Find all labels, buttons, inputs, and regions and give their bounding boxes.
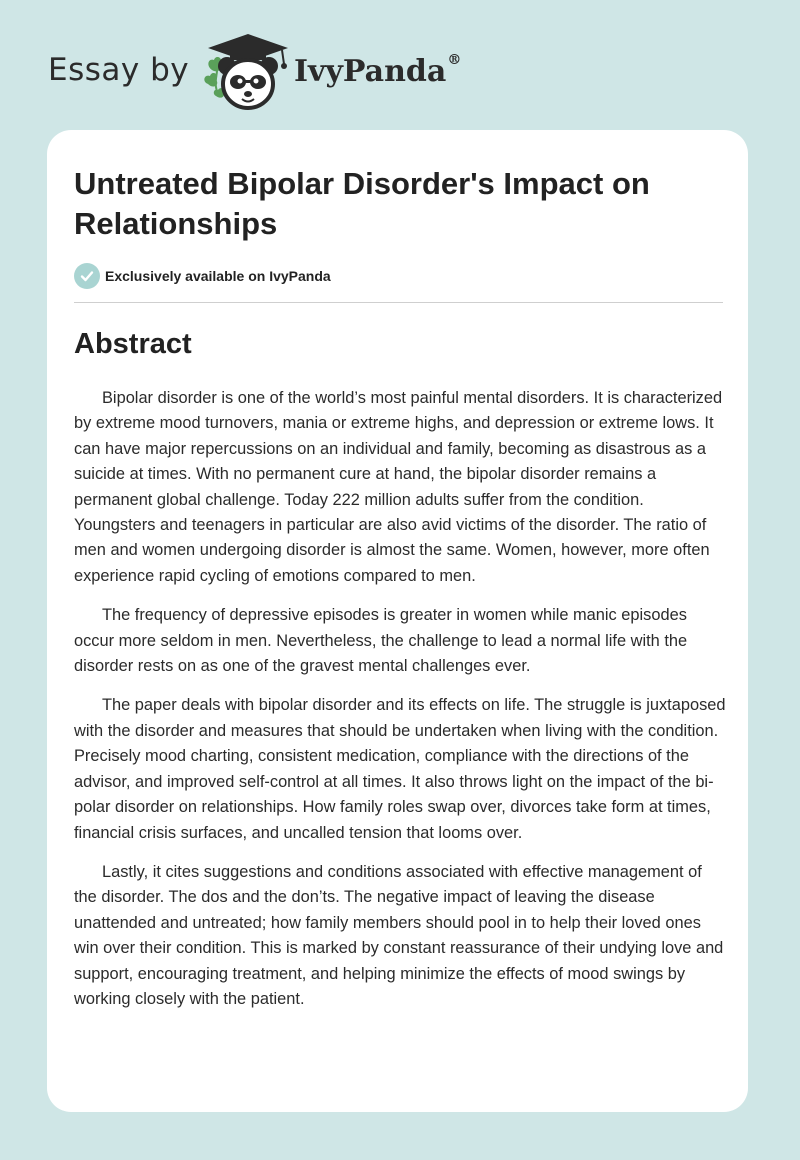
paragraph: The frequency of depressive episodes is greater in women while manic episodes occur more seldom in men. Nevertheless, the challenge to lead a normal life with the disorder rests on as one of the gravest mental challenges ever.: [74, 606, 688, 676]
site-header: [48, 30, 568, 110]
paragraph: The paper deals with bipolar disorder and its effects on life. The struggle is juxtaposed with the disorder and measures that should be undertaken when living with the condition. Precisely mood charting, consistent medication, compliance with the directions of the advisor, and improved self-control at all times. It also throws light on the impact of the bi-polar disorder on relationships. How family roles swap over, divorces take form at times, financial crisis surfaces, and uncalled tension that looms over.: [74, 696, 726, 842]
panda-logo-icon[interactable]: [202, 32, 294, 112]
abstract-body: [74, 386, 726, 1026]
brand-name-text: IvyPanda: [294, 54, 447, 89]
registered-mark: ®: [447, 52, 462, 68]
brand-name[interactable]: [294, 54, 461, 89]
essay-card: [47, 130, 748, 1112]
exclusive-badge: [74, 263, 331, 289]
check-icon: [74, 263, 100, 289]
section-heading: Abstract: [74, 328, 192, 360]
divider: [74, 302, 723, 303]
paragraph: Lastly, it cites suggestions and conditions associated with effective management of the disorder. The dos and the don’ts. The negative impact of leaving the disease unattended and untreated; how family members should pool in to help their loved ones win over their condition. This is marked by constant reassurance of their undying love and support, encouraging treatment, and helping minimize the effects of mood swings by working closely with the patient.: [74, 862, 724, 1008]
badge-label: Exclusively available on IvyPanda: [105, 268, 331, 284]
essay-title: Untreated Bipolar Disorder's Impact on Relationships: [74, 166, 650, 241]
paragraph: Bipolar disorder is one of the world’s most painful mental disorders. It is characterized by extreme mood turnovers, mania or extreme highs, and depression or extreme lows. It can have major repercussions on an individual and family, becoming as disastrous as a suicide at times. With no permanent cure at hand, the bipolar disorder remains a permanent global challenge. Today 222 million adults suffer from the condition. Youngsters and teenagers in particular are also avid victims of the disorder. The ratio of men and women undergoing disorder is almost the same. Women, however, more often experience rapid cycling of emotions compared to men.: [74, 389, 723, 585]
essay-by-label: Essay by: [48, 52, 190, 88]
